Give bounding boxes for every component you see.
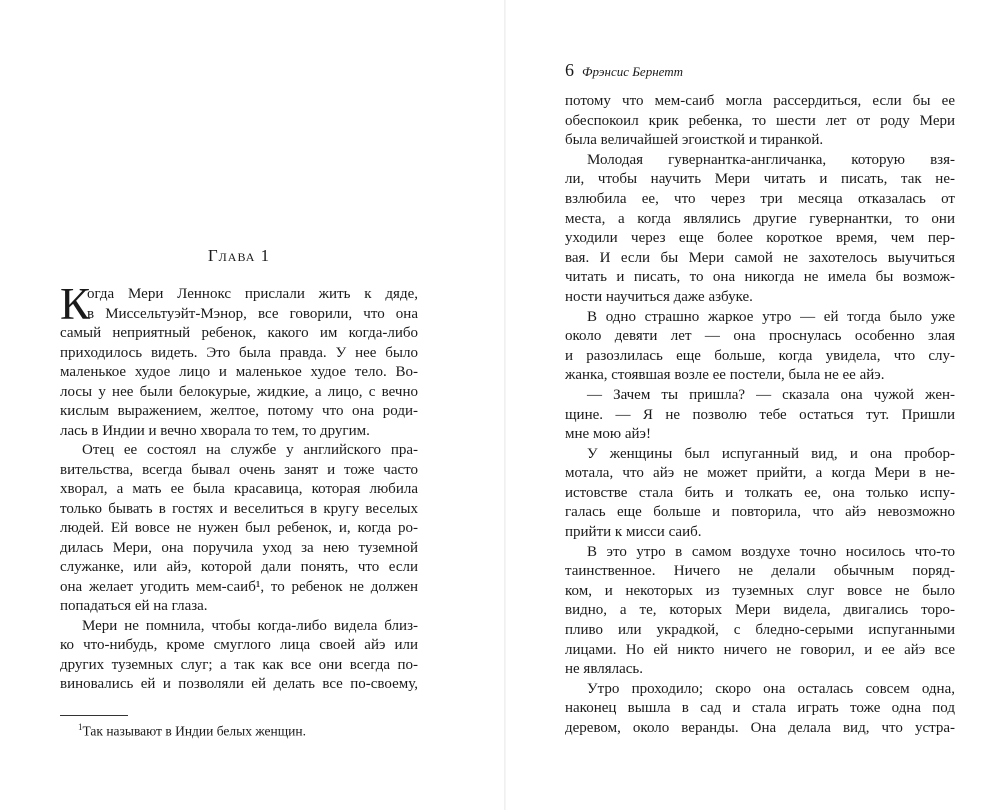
- text-line: взлюбила ее, что через три месяца отказалась от: [565, 190, 955, 207]
- text-line: Отец ее состоял на службе у английского пра-: [82, 442, 418, 458]
- drop-cap-lines: [87, 285, 418, 324]
- text-line: вая. И если бы Мери самой не захотелось выучиться: [565, 249, 955, 266]
- drop-cap: К: [60, 279, 91, 329]
- text-line: служанке, или айэ, которой дали понять, что если: [60, 559, 418, 575]
- text-line: около девяти лет — она проснулась особенно злая: [565, 328, 955, 345]
- text-line: огда Мери Леннокс прислали жить к дяде,: [87, 286, 418, 302]
- text-line: В это утро в самом воздухе точно носилось что-то: [587, 543, 955, 560]
- text-line: и разозлилась еще больше, когда увидела, что слу-: [565, 347, 955, 364]
- text-line: щине. — Я не позволю тебе остаться тут. Пришли: [565, 406, 955, 423]
- text-line: Молодая гувернантка-англичанка, которую взя-: [587, 151, 955, 168]
- text-line: читать и писать, то она никогда не имела бы возмож-: [565, 269, 955, 286]
- text-line: не являлась.: [565, 661, 643, 678]
- right-page: [565, 0, 955, 810]
- right-page-body: [565, 92, 955, 739]
- text-line: ности научиться даже азбуке.: [565, 288, 753, 305]
- text-line: виновались ей и позволяли ей делать все по-своему,: [60, 676, 418, 692]
- running-header: [565, 60, 683, 81]
- text-line: таинственное. Ничего не делали обычным поряд-: [565, 563, 955, 580]
- text-line: других туземных слуг; а так как все они всегда по-: [60, 656, 418, 673]
- text-line: обеспокоил крик ребенка, то шести лет от роду Мери: [565, 112, 955, 129]
- text-line: ком, и некоторых из туземных слуг вовсе не было: [565, 582, 955, 599]
- text-line: — Зачем ты пришла? — сказала она чужой жен-: [587, 386, 955, 403]
- drop-cap-block: [60, 279, 418, 329]
- text-line: Мери не помнила, чтобы когда-либо видела близ-: [82, 617, 418, 634]
- text-line: лицами. Но ей никто ничего не говорил, и ее айэ все: [565, 641, 955, 658]
- text-line: лосы у нее были белокурые, жидкие, а лицо, с вечно: [60, 383, 418, 400]
- page-number: 6: [565, 60, 574, 80]
- text-line: ли, чтобы научить Мери читать и писать, так не-: [565, 171, 955, 188]
- footnote-text: Так называют в Индии белых женщин.: [82, 723, 306, 739]
- text-line: деревом, около веранды. Она делала вид, что устра-: [565, 720, 955, 736]
- text-line: дилась Мери, она поручила уход за нею туземной: [60, 539, 418, 556]
- chapter-title-text: Глава 1: [207, 246, 271, 265]
- text-line: жанка, стоявшая возле ее постели, была не ее айэ.: [565, 367, 885, 384]
- footnote: [78, 722, 306, 740]
- text-line: наконец вышла в сад и стала играть тоже одна под: [565, 700, 955, 717]
- text-line: самый неприятный ребенок, какого им когда-либо: [60, 325, 418, 341]
- footnote-divider: [60, 715, 128, 716]
- text-line: попадаться ей на глаза.: [60, 598, 208, 614]
- text-line: В одно страшно жаркое утро — ей тогда было уже: [587, 308, 955, 325]
- text-line: потому что мем-саиб могла рассердиться, если бы ее: [565, 93, 955, 109]
- text-line: истовстве стала бить и толкать ее, она только испу-: [565, 484, 955, 501]
- text-line: пливо или украдкой, с бледно-серыми испуганными: [565, 622, 955, 639]
- text-line: в Миссельтуэйт-Мэнор, все говорили, что она: [87, 305, 418, 322]
- text-line: кислым выражением, желтое, потому что она роди-: [60, 403, 418, 419]
- text-line: была величайшей эгоисткой и тиранкой.: [565, 132, 824, 149]
- left-page-body: [60, 279, 418, 695]
- text-line: мотала, что айэ не может прийти, а когда Мери в не-: [565, 465, 955, 482]
- text-line: людей. Ей вовсе не нужен был ребенок, и, когда ро-: [60, 520, 418, 536]
- chapter-title: [60, 246, 418, 266]
- text-line: ко что-нибудь, кроме смуглого лица своей айэ или: [60, 637, 418, 653]
- book-gutter: [504, 0, 506, 810]
- footnote-marker: 1: [78, 722, 83, 732]
- text-line: места, а когда являлись другие гувернантки, то они: [565, 210, 955, 227]
- running-head-author: Фрэнсис Бернетт: [582, 64, 684, 79]
- text-line: галась еще больше и повторила, что айэ невозможно: [565, 504, 955, 521]
- text-line: прийти к мисси саиб.: [565, 524, 702, 541]
- text-line: мне мою айэ!: [565, 426, 651, 443]
- text-line: У женщины был испуганный вид, и она пробор-: [587, 445, 955, 462]
- text-line: она желает угодить мем-саиб¹, то ребенок не должен: [60, 578, 418, 595]
- text-line: вительства, всегда бывал очень занят и тоже часто: [60, 461, 418, 478]
- text-line: приходилось видеть. Это была правда. У нее было: [60, 344, 418, 361]
- text-line: Утро проходило; скоро она осталась совсем одна,: [587, 680, 955, 697]
- left-page: [60, 0, 418, 810]
- text-line: только бывать в гостях и веселиться в кругу веселых: [60, 500, 418, 517]
- text-line: видно, а те, которых Мери видела, двигались торо-: [565, 602, 955, 619]
- text-line: уходили через еще более короткое время, чем пер-: [565, 230, 955, 247]
- text-line: маленькое худое лицо и маленькое худое тело. Во-: [60, 364, 418, 380]
- text-line: хворал, а мать ее была красавица, которая любила: [60, 481, 418, 497]
- text-line: лась в Индии и вечно хворала то тем, то другим.: [60, 422, 370, 439]
